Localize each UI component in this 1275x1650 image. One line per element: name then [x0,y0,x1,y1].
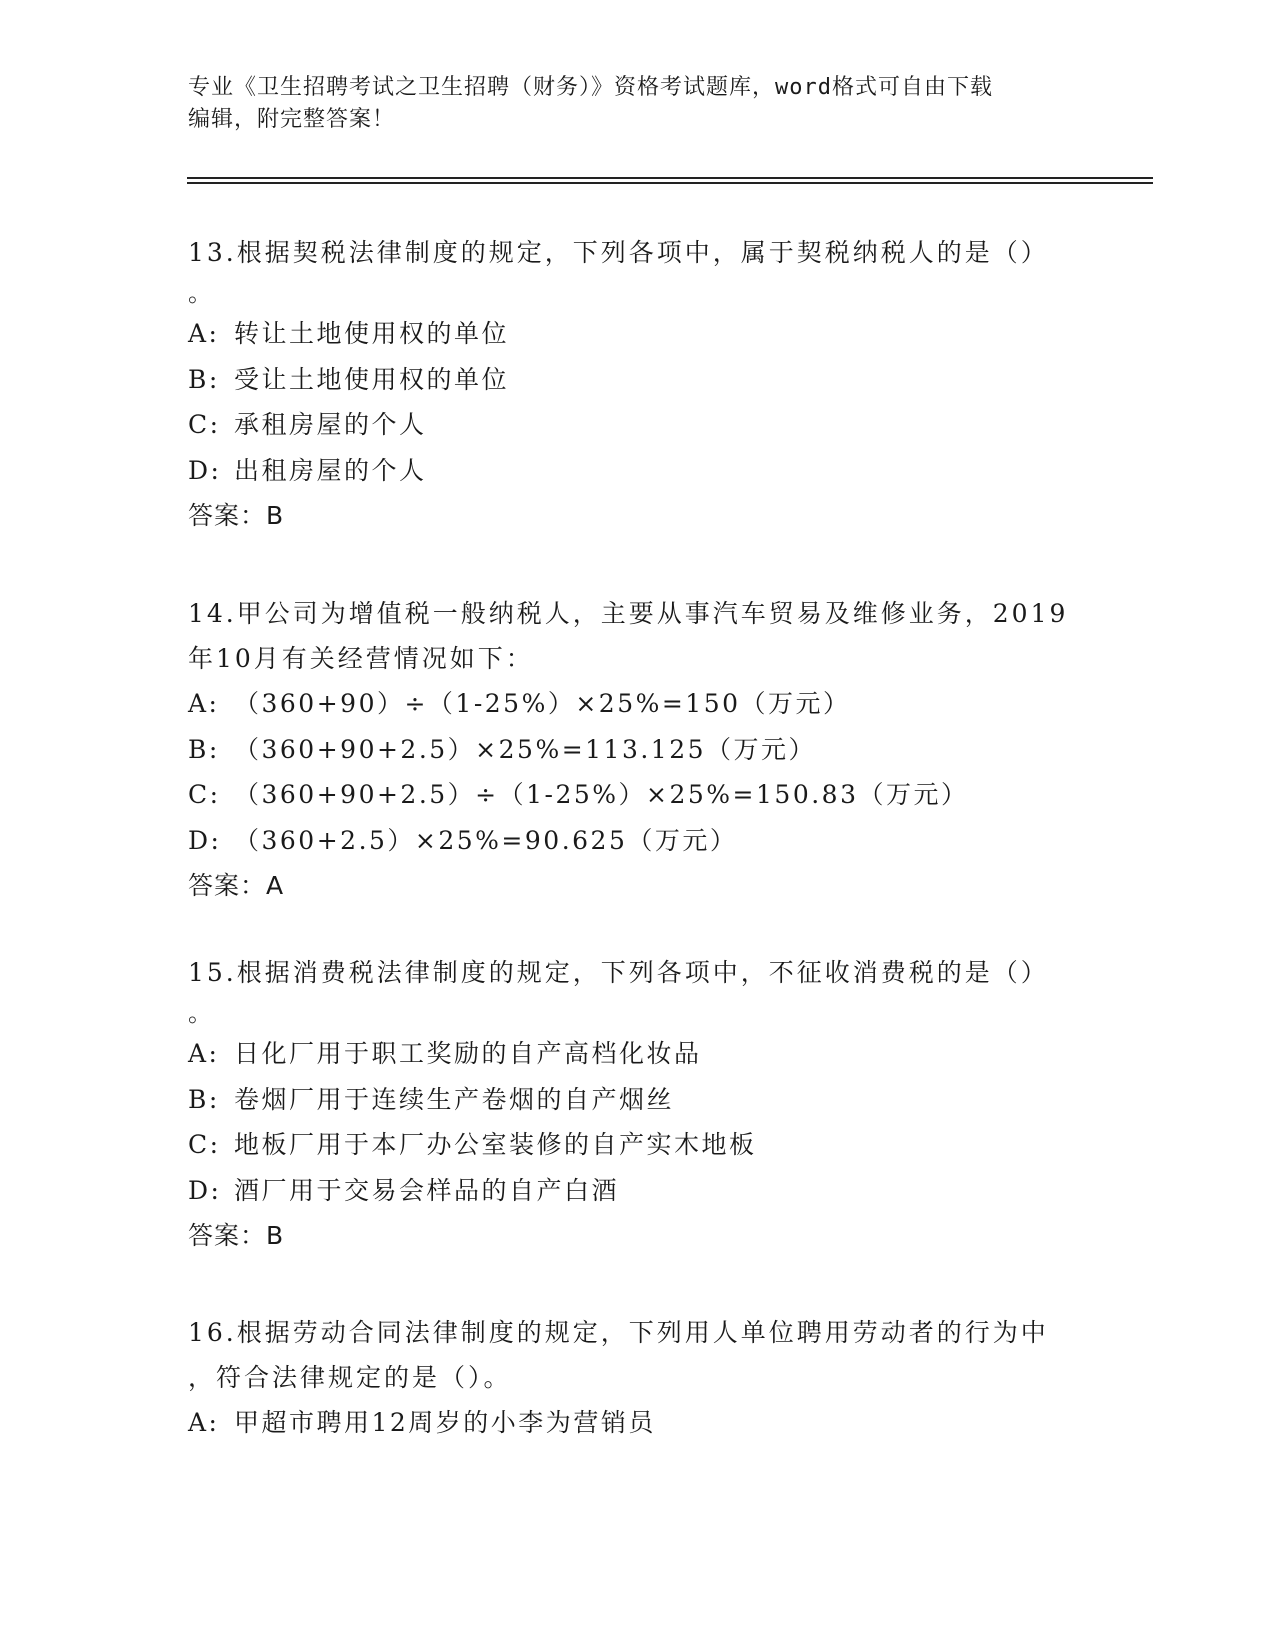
document-header [188,72,1088,136]
option-key: D: [188,825,222,855]
question-stem-line: ，符合法律规定的是（）。 [188,1363,512,1392]
option-text: （360+90+2.5）×25%=113.125（万元） [234,734,817,764]
option-text: 地板厂用于本厂办公室装修的自产实木地板 [234,1130,757,1159]
option-b [188,1077,1088,1123]
option-key: A: [188,319,220,348]
option-b [188,727,1088,773]
option-a [188,1031,1088,1077]
option-text: 出租房屋的个人 [234,455,427,485]
answer-line: 答案：B [188,501,285,530]
option-text: （360+2.5）×25%=90.625（万元） [234,825,738,855]
option-c [188,402,1088,448]
option-text: 转让土地使用权的单位 [234,319,510,348]
option-key: C: [188,410,221,439]
question-stem-line: 14.甲公司为增值税一般纳税人，主要从事汽车贸易及维修业务，2019 [188,599,1069,628]
question-stem-line: 年10月有关经营情况如下： [188,644,534,673]
option-text: 受让土地使用权的单位 [234,364,510,394]
option-c [188,772,1088,818]
question-stem-line: 16.根据劳动合同法律制度的规定，下列用人单位聘用劳动者的行为中 [188,1318,1049,1347]
header-divider-top [187,177,1153,179]
option-key: B: [188,1084,220,1114]
option-text: 酒厂用于交易会样品的自产白酒 [234,1175,620,1205]
option-a [188,1400,1088,1446]
option-a [188,311,1088,357]
option-key: B: [188,364,220,394]
header-line-2: 编辑，附完整答案！ [188,107,396,132]
question-14 [188,591,1088,908]
option-text: 卷烟厂用于连续生产卷烟的自产烟丝 [234,1084,675,1114]
option-key: B: [188,734,220,764]
option-key: D: [188,1175,222,1205]
option-key: A: [188,1408,220,1437]
header-line-1: 专业《卫生招聘考试之卫生招聘（财务）》资格考试题库，word格式可自由下载 [188,75,993,100]
option-b [188,357,1088,403]
question-15 [188,950,1088,1258]
option-c [188,1122,1088,1168]
header-divider-bottom [187,182,1153,184]
question-stem-line: 15.根据消费税法律制度的规定，下列各项中，不征收消费税的是（） [188,958,1049,987]
option-d [188,1168,1088,1214]
option-text: 甲超市聘用12周岁的小李为营销员 [234,1408,656,1437]
question-stem-line: 。 [188,999,215,1027]
question-13 [188,230,1088,538]
option-d [188,448,1088,494]
option-d [188,818,1088,864]
option-key: C: [188,1130,221,1159]
option-text: （360+90）÷（1-25%）×25%=150（万元） [234,689,851,718]
question-16 [188,1310,1088,1446]
option-text: 日化厂用于职工奖励的自产高档化妆品 [234,1039,702,1068]
option-key: A: [188,689,220,718]
question-stem-line: 。 [188,279,215,307]
answer-line: 答案：B [188,1221,285,1250]
answer-line: 答案：A [188,871,285,900]
option-a [188,681,1088,727]
option-text: 承租房屋的个人 [234,410,427,439]
option-key: D: [188,455,222,485]
option-text: （360+90+2.5）÷（1-25%）×25%=150.83（万元） [234,780,969,809]
question-stem-line: 13.根据契税法律制度的规定，下列各项中，属于契税纳税人的是（） [188,238,1049,267]
option-key: C: [188,780,221,809]
option-key: A: [188,1039,220,1068]
